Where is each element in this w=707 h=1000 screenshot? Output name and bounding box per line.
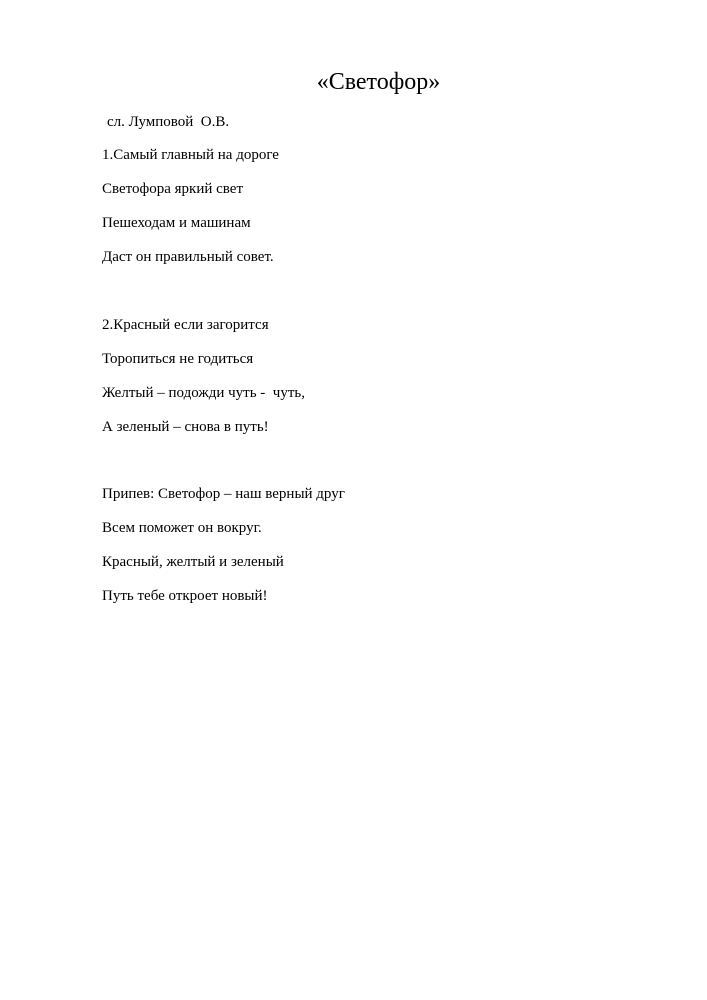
verse-1 — [102, 145, 279, 281]
verse-line: Красный, желтый и зеленый — [102, 554, 284, 570]
verse-line: Всем поможет он вокруг. — [102, 520, 262, 536]
chorus — [102, 484, 345, 620]
verse-line: Даст он правильный совет. — [102, 249, 274, 265]
author-credit: сл. Лумповой О.В. — [107, 114, 230, 130]
verse-line: Светофора яркий свет — [102, 181, 243, 197]
verse-line: Припев: Светофор – наш верный друг — [102, 486, 345, 502]
verse-line: Пешеходам и машинам — [102, 215, 251, 231]
verse-line: Торопиться не годиться — [102, 351, 254, 367]
verse-line: Путь тебе откроет новый! — [102, 588, 268, 604]
verse-line: 2.Красный если загорится — [102, 317, 269, 333]
verse-line: 1.Самый главный на дороге — [102, 147, 279, 163]
verse-line: Желтый – подожди чуть - чуть, — [102, 385, 305, 401]
verse-2 — [102, 315, 305, 451]
page-title: «Светофор» — [316, 69, 441, 95]
verse-line: А зеленый – снова в путь! — [102, 419, 269, 435]
